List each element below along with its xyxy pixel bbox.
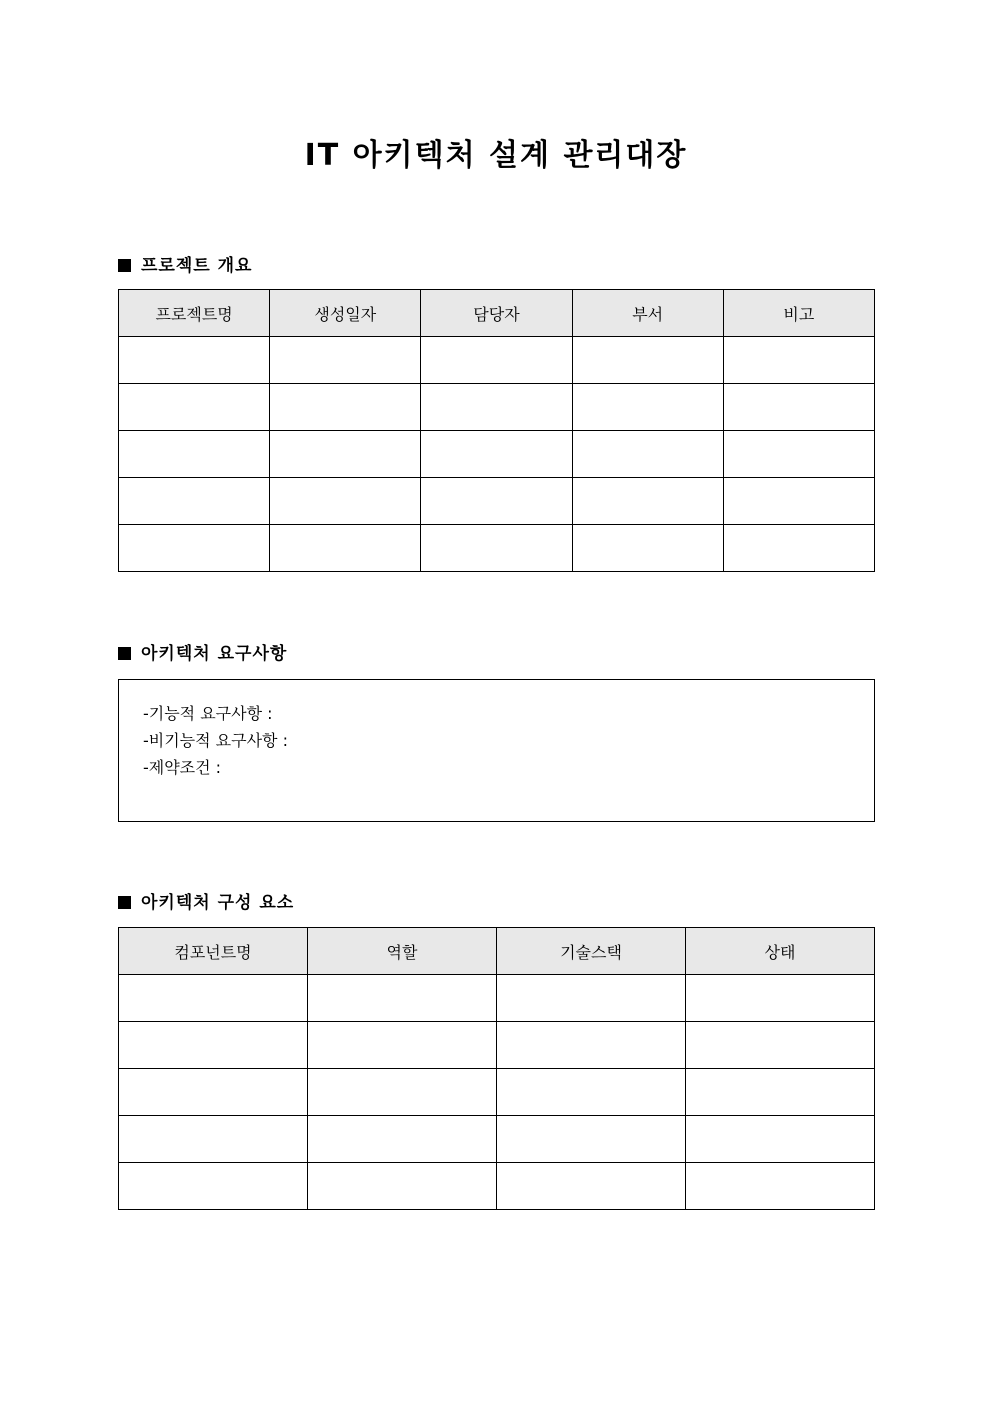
table-cell[interactable] [572,431,723,478]
table-cell[interactable] [119,975,308,1022]
column-header-created-date: 생성일자 [270,290,421,337]
table-cell[interactable] [686,1069,875,1116]
section-heading-components [118,892,294,914]
table-cell[interactable] [686,1022,875,1069]
table-cell[interactable] [572,337,723,384]
table-cell[interactable] [119,337,270,384]
table-row [119,337,875,384]
table-cell[interactable] [572,478,723,525]
table-cell[interactable] [270,478,421,525]
table-cell[interactable] [308,1022,497,1069]
table-cell[interactable] [497,1116,686,1163]
architecture-components-table [118,927,875,1210]
column-header-tech-stack: 기술스택 [497,928,686,975]
table-cell[interactable] [723,431,874,478]
column-header-component-name: 컴포넌트명 [119,928,308,975]
table-cell[interactable] [497,975,686,1022]
table-cell[interactable] [119,431,270,478]
table-cell[interactable] [686,1116,875,1163]
requirements-list [119,680,874,781]
black-square-icon [118,647,131,660]
table-row [119,478,875,525]
table-cell[interactable] [572,525,723,572]
project-overview-table [118,289,875,572]
table-header-row [119,290,875,337]
table-cell[interactable] [497,1069,686,1116]
table-row [119,1116,875,1163]
table-cell[interactable] [270,431,421,478]
section-heading-overview-label: 프로젝트 개요 [141,256,253,276]
table-row [119,525,875,572]
section-heading-overview [118,255,252,277]
table-cell[interactable] [270,337,421,384]
table-cell[interactable] [270,384,421,431]
table-row [119,1022,875,1069]
black-square-icon [118,896,131,909]
requirements-box[interactable] [118,679,875,822]
column-header-status: 상태 [686,928,875,975]
table-cell[interactable] [308,1116,497,1163]
table-cell[interactable] [686,975,875,1022]
table-row [119,1163,875,1210]
table-row [119,975,875,1022]
requirement-functional: -기능적 요구사항 : [143,704,273,723]
requirement-constraints: -제약조건 : [143,758,222,777]
section-heading-components-label: 아키텍처 구성 요소 [141,893,295,913]
table-cell[interactable] [723,525,874,572]
section-heading-requirements [118,643,287,665]
table-cell[interactable] [572,384,723,431]
page-title: IT 아키텍처 설계 관리대장 [304,138,688,173]
table-cell[interactable] [497,1022,686,1069]
table-cell[interactable] [119,1022,308,1069]
table-header-row [119,928,875,975]
table-cell[interactable] [421,525,572,572]
black-square-icon [118,259,131,272]
table-cell[interactable] [308,975,497,1022]
table-cell[interactable] [723,384,874,431]
column-header-role: 역할 [308,928,497,975]
table-cell[interactable] [119,384,270,431]
table-cell[interactable] [686,1163,875,1210]
table-cell[interactable] [308,1163,497,1210]
table-cell[interactable] [497,1163,686,1210]
table-cell[interactable] [119,1069,308,1116]
column-header-owner: 담당자 [421,290,572,337]
column-header-department: 부서 [572,290,723,337]
table-cell[interactable] [119,525,270,572]
table-cell[interactable] [723,337,874,384]
table-row [119,1069,875,1116]
column-header-project-name: 프로젝트명 [119,290,270,337]
table-cell[interactable] [270,525,421,572]
table-cell[interactable] [308,1069,497,1116]
requirement-nonfunctional: -비기능적 요구사항 : [143,731,288,750]
section-heading-requirements-label: 아키텍처 요구사항 [141,644,288,664]
table-cell[interactable] [421,384,572,431]
table-row [119,384,875,431]
table-cell[interactable] [723,478,874,525]
table-cell[interactable] [119,1116,308,1163]
table-cell[interactable] [119,478,270,525]
table-cell[interactable] [421,478,572,525]
table-cell[interactable] [119,1163,308,1210]
table-cell[interactable] [421,337,572,384]
table-row [119,431,875,478]
column-header-remarks: 비고 [723,290,874,337]
table-cell[interactable] [421,431,572,478]
